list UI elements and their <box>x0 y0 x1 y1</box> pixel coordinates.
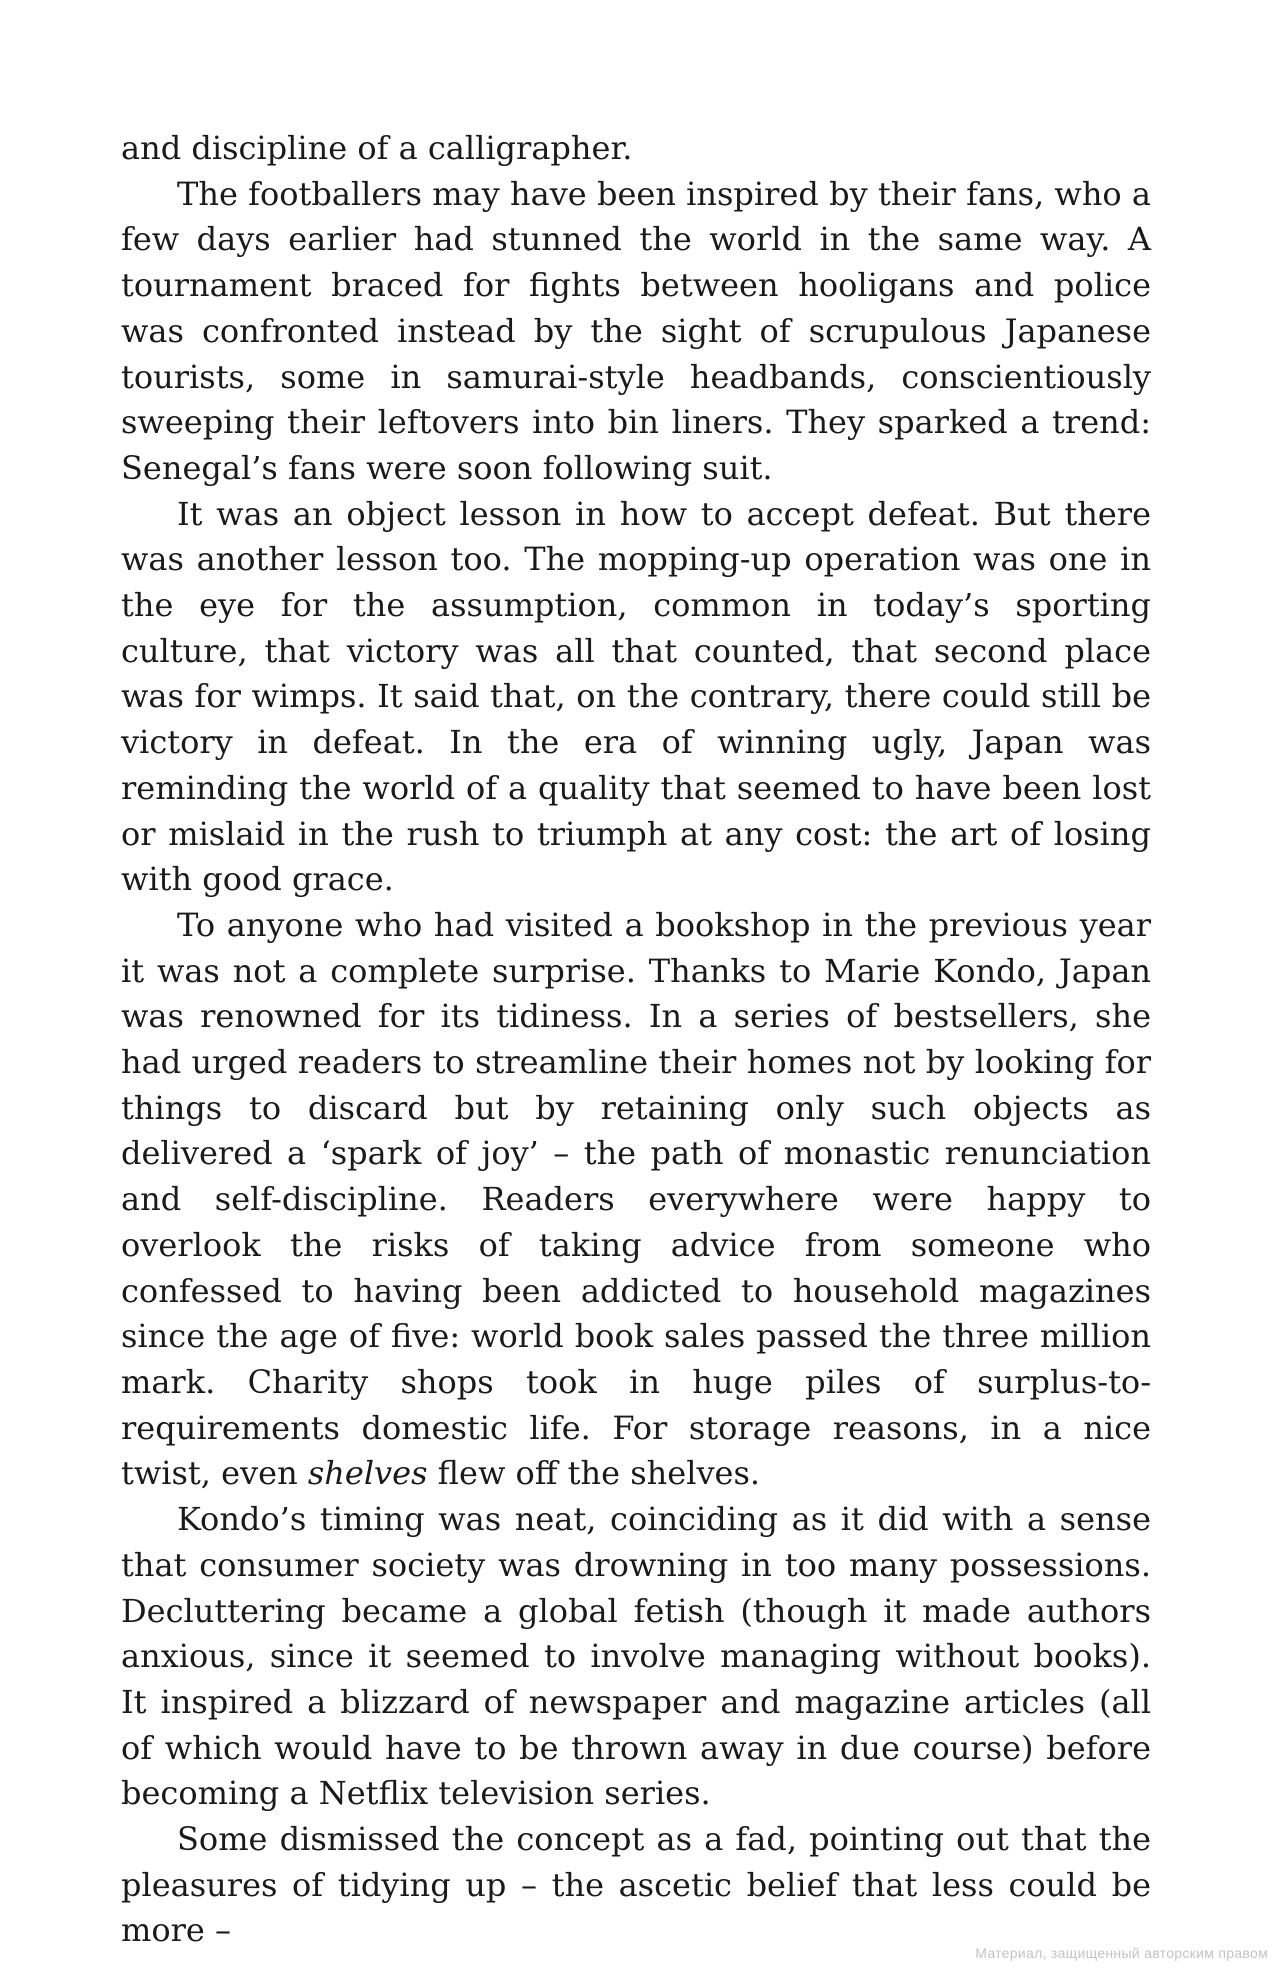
paragraph-marie-kondo <box>121 903 1151 1497</box>
paragraph-kondo-tail: flew off the shelves. <box>427 1454 761 1493</box>
page-body <box>121 126 1151 1954</box>
paragraph-object-lesson: It was an object lesson in how to accept defeat. But there was another lesson too. The mopping-up operation was one in the eye for the assumption, common in today’s sporting culture, that victory was all that counted, that second place was for wimps. It said that, on the contrary, there could still be victory in defeat. In the era of winning ugly, Japan was reminding the world of a quality that seemed to have been lost or mislaid in the rush to triumph at any cost: the art of losing with good grace. <box>121 494 1151 899</box>
paragraph-kondo-text: To anyone who had visited a bookshop in the previous year it was not a complete surprise. Thanks to Marie Kondo, Japan was renowned for its tidiness. In a series of bestsellers, she had urged readers to streamline their homes not by looking for things to discard but by retaining only such objects as delivered a ‘spark of joy’ – the path of monastic renunciation and self-discipline. Readers everywhere were happy to overlook the risks of taking advice from someone who confessed to having been addicted to household magazines since the age of five: world book sales passed the three million mark. Charity shops took in huge piles of surplus-to-requirements domestic life. For storage reasons, in a nice twist, even <box>121 905 1151 1493</box>
paragraph-fad: Some dismissed the concept as a fad, pointing out that the pleasures of tidying up – the ascetic belief that less could be more – <box>121 1820 1151 1950</box>
paragraph-kondo-timing: Kondo’s timing was neat, coinciding as it did with a sense that consumer society was drowning in too many possessions. Decluttering became a global fetish (though it made authors anxious, since it seemed to involve managing without books). It inspired a blizzard of newspaper and magazine articles (all of which would have to be thrown away in due course) before becoming a Netflix television series. <box>121 1500 1151 1813</box>
emphasis-shelves: shelves <box>307 1454 428 1493</box>
copyright-watermark: Материал, защищенный авторским правом <box>975 1945 1268 1961</box>
paragraph-continuation: and discipline of a calligrapher. <box>121 129 633 167</box>
paragraph-fans: The footballers may have been inspired by their fans, who a few days earlier had stunned the world in the same way. A tournament braced for fights between hooligans and police was confronted instead by the sight of scrupulous Japanese tourists, some in samurai-style headbands, conscientiously sweeping their leftovers into bin liners. They sparked a trend: Senegal’s fans were soon following suit. <box>121 174 1151 487</box>
